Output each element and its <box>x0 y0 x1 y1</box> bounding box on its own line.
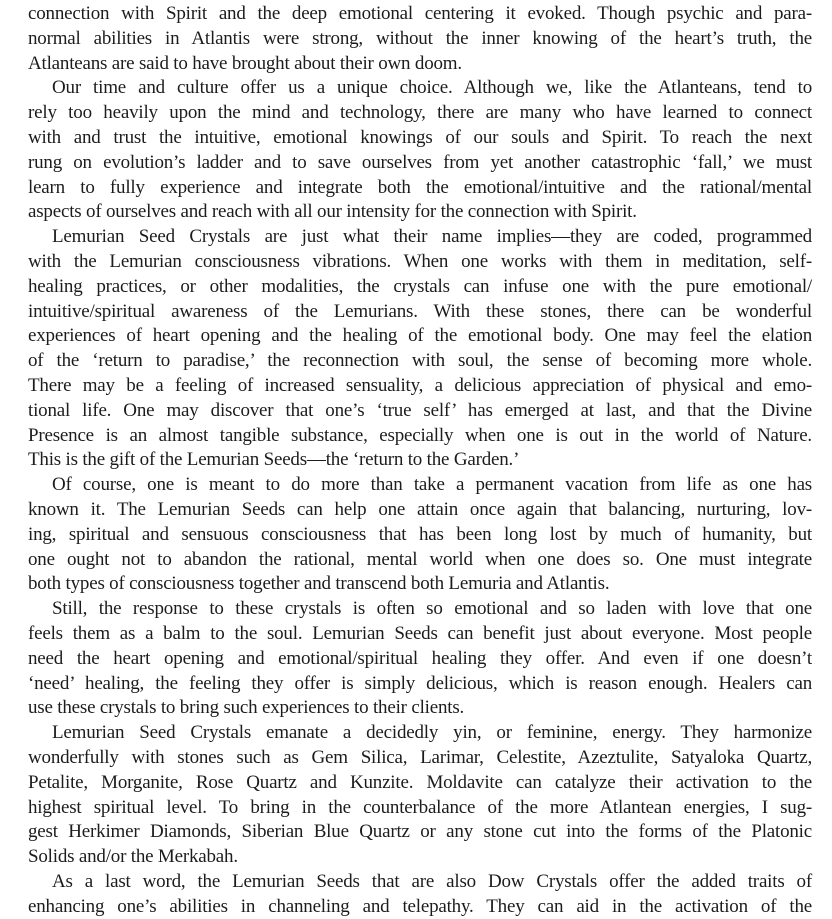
text-line: healing practices, or other modalities, the crystals can infuse one with the pure emotional/ <box>28 275 812 297</box>
text-line: highest spiritual level. To bring in the counterbalance of the more Atlantean energies, I sug- <box>28 796 812 818</box>
paragraph <box>28 597 812 721</box>
text-line: use these crystals to bring such experiences to their clients. <box>28 697 465 719</box>
text-line: with the Lemurian consciousness vibrations. When one works with them in meditation, self- <box>28 250 812 272</box>
text-line: normal abilities in Atlantis were strong, without the inner knowing of the heart’s truth, the <box>28 27 812 49</box>
text-line: Solids and/or the Merkabah. <box>28 846 238 868</box>
text-line: There may be a feeling of increased sensuality, a delicious appreciation of physical and emo- <box>28 374 812 396</box>
paragraph <box>28 721 812 870</box>
text-line: ing, spiritual and sensuous consciousness that has been long lost by much of humanity, but <box>28 523 812 545</box>
text-line: feels them as a balm to the soul. Lemurian Seeds can benefit just about everyone. Most people <box>28 622 812 644</box>
text-line: rely too heavily upon the mind and technology, there are many who have learned to connect <box>28 102 812 124</box>
text-line: rung on evolution’s ladder and to save ourselves from yet another catastrophic ‘fall,’ we must <box>28 151 812 173</box>
paragraph <box>28 870 812 919</box>
paragraph <box>28 2 812 76</box>
paragraph <box>28 473 812 597</box>
text-line: aspects of ourselves and reach with all our intensity for the connection with Spirit. <box>28 201 637 223</box>
text-line: connection with Spirit and the deep emotional centering it evoked. Though psychic and para- <box>28 3 812 24</box>
text-line: As a last word, the Lemurian Seeds that are also Dow Crystals offer the added traits of <box>52 870 812 892</box>
text-line: enhancing one’s abilities in channeling and telepathy. They can aid in the activation of the <box>28 895 812 917</box>
text-line: need the heart opening and emotional/spiritual healing they offer. And even if one doesn’t <box>28 647 812 669</box>
text-line: Lemurian Seed Crystals emanate a decidedly yin, or feminine, energy. They harmonize <box>52 722 812 744</box>
text-line: Our time and culture offer us a unique choice. Although we, like the Atlanteans, tend to <box>52 77 812 99</box>
text-line: Petalite, Morganite, Rose Quartz and Kunzite. Moldavite can catalyze their activation to the <box>28 771 812 793</box>
text-line: learn to fully experience and integrate both the emotional/intuitive and the rational/mental <box>28 176 812 198</box>
paragraph <box>28 225 812 473</box>
text-line: with and trust the intuitive, emotional knowings of our souls and Spirit. To reach the next <box>28 126 812 148</box>
text-line: gest Herkimer Diamonds, Siberian Blue Quartz or any stone cut into the forms of the Platonic <box>28 821 812 843</box>
text-line: both types of consciousness together and transcend both Lemuria and Atlantis. <box>28 573 610 595</box>
text-line: of the ‘return to paradise,’ the reconnection with soul, the sense of becoming more whole. <box>28 350 812 372</box>
text-line: wonderfully with stones such as Gem Silica, Larimar, Celestite, Azeztulite, Satyaloka Quartz, <box>28 746 812 768</box>
text-line: Presence is an almost tangible substance, especially when one is out in the world of Nature. <box>28 424 812 446</box>
text-line: Atlanteans are said to have brought about their own doom. <box>28 52 462 74</box>
text-line: Of course, one is meant to do more than take a permanent vacation from life as one has <box>52 474 812 496</box>
text-line: one ought not to abandon the rational, mental world when one does so. One must integrate <box>28 548 812 570</box>
text-line: tional life. One may discover that one’s ‘true self’ has emerged at last, and that the Divine <box>28 399 812 421</box>
text-line: Still, the response to these crystals is often so emotional and so laden with love that one <box>52 598 812 620</box>
text-line: This is the gift of the Lemurian Seeds—the ‘return to the Garden.’ <box>28 449 520 471</box>
paragraph <box>28 76 812 225</box>
text-line: Lemurian Seed Crystals are just what their name implies—they are coded, programmed <box>52 226 812 248</box>
text-line: ‘need’ healing, the feeling they offer is simply delicious, which is reason enough. Healers can <box>28 672 812 694</box>
text-line: experiences of heart opening and the healing of the emotional body. One may feel the elation <box>28 325 812 347</box>
text-line: known it. The Lemurian Seeds can help one attain once again that balancing, nurturing, lov- <box>28 498 812 520</box>
text-line: intuitive/spiritual awareness of the Lemurians. With these stones, there can be wonderful <box>28 300 812 322</box>
